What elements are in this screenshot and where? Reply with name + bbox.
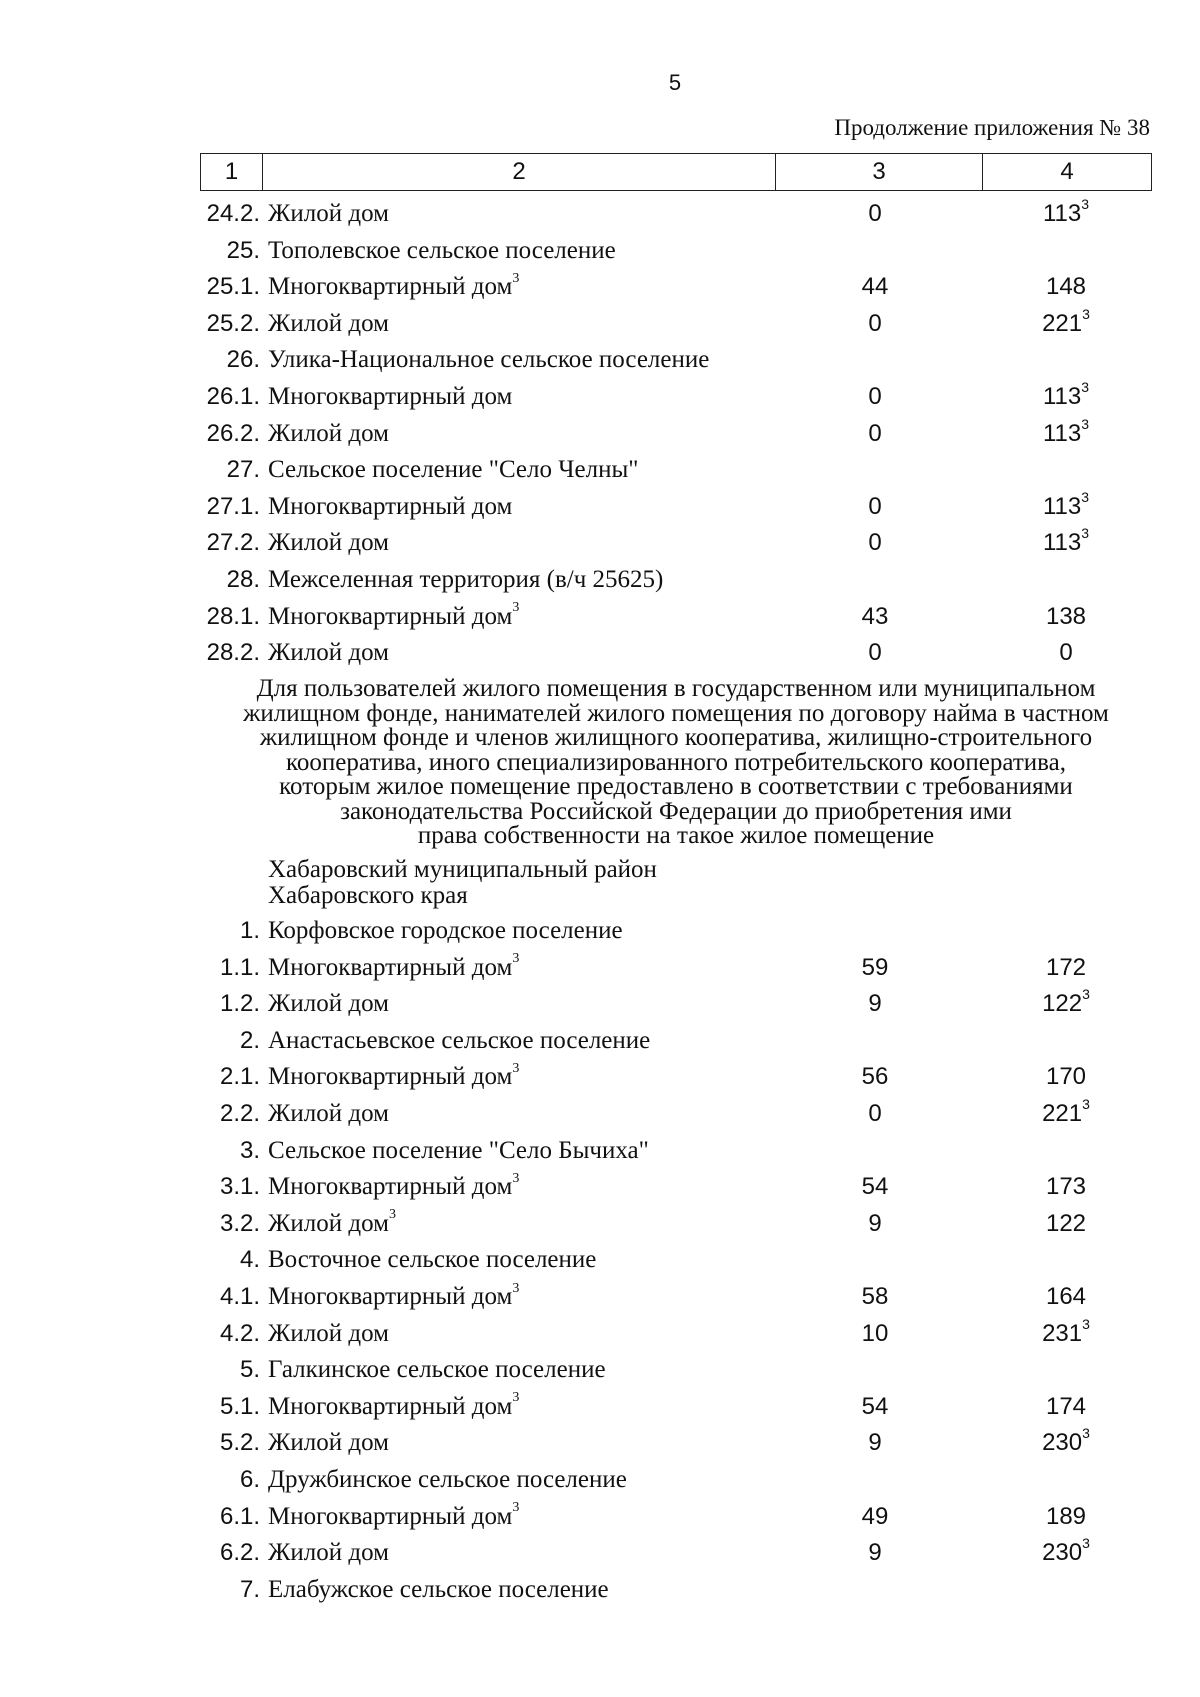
table-row [200, 525, 1152, 562]
table-row [200, 342, 1152, 379]
table-row [200, 1499, 1152, 1536]
row-name-text: Жилой дом [268, 990, 389, 1018]
footnote-mark: 3 [512, 1170, 520, 1186]
row-name-text: Восточное сельское поселение [268, 1246, 597, 1274]
row-name-text: Многоквартирный дом [268, 1173, 513, 1201]
table-row [200, 1425, 1152, 1462]
row-name-text: Галкинское сельское поселение [268, 1356, 606, 1384]
footnote-mark: 3 [1081, 525, 1090, 542]
row-value-col4 [980, 1169, 1152, 1205]
paragraph-line: жилищном фонде, нанимателей жилого помещения по договору найма в частном [243, 699, 1109, 727]
row-name-text: Межселенная территория (в/ч 25625) [268, 565, 664, 593]
row-value-col4-text: 221 [1042, 309, 1083, 337]
row-number: 3.2. [219, 1209, 260, 1237]
row-value-col3: 0 [868, 382, 882, 410]
row-number: 1.1. [219, 953, 260, 981]
row-value-col4 [980, 1316, 1152, 1352]
table-row [200, 1462, 1152, 1499]
footnote-mark: 3 [1082, 986, 1090, 1003]
row-value-col4 [980, 1279, 1152, 1315]
table-row [200, 950, 1152, 987]
table-header [200, 153, 1152, 191]
row-name-text: Сельское поселение "Село Челны" [268, 456, 639, 484]
table-row [200, 1316, 1152, 1353]
footnote-mark: 3 [512, 1390, 520, 1406]
row-name [268, 986, 389, 1022]
row-number: 1. [239, 917, 260, 944]
row-name [268, 1279, 519, 1315]
footnote-mark: 3 [1081, 196, 1090, 212]
footnote-mark: 3 [1082, 1535, 1090, 1552]
row-name-text: Жилой дом [268, 309, 389, 337]
row-name-text: Жилой дом [268, 1539, 389, 1567]
row-number: 5.1. [219, 1392, 260, 1420]
row-name-text: Многоквартирный дом [268, 1063, 513, 1091]
row-value-col4-text: 113 [1042, 492, 1082, 520]
row-name-text: Жилой дом [268, 419, 389, 447]
row-name [268, 269, 519, 305]
row-value-col4 [980, 599, 1152, 635]
row-value-col3: 0 [868, 529, 882, 557]
row-value-col4 [980, 986, 1152, 1022]
row-value-col3: 0 [868, 1099, 882, 1127]
row-value-col3: 0 [868, 419, 882, 447]
row-number: 4. [239, 1246, 260, 1274]
row-name-text: Улика-Национальное сельское поселение [268, 346, 710, 374]
row-value-col3: 58 [861, 1282, 889, 1310]
row-name [268, 913, 623, 949]
row-value-col4 [980, 950, 1152, 986]
row-number: 2.1. [219, 1063, 260, 1091]
row-number: 24.2. [206, 200, 260, 227]
row-name-text: Многоквартирный дом [268, 382, 513, 410]
row-value-col3: 56 [861, 1063, 889, 1091]
row-number: 25.1. [206, 273, 260, 301]
row-value-col4-text: 0 [1059, 639, 1073, 667]
header-col-4: 4 [1060, 158, 1074, 185]
row-value-col4 [980, 1206, 1152, 1242]
row-number: 27.2. [206, 529, 260, 557]
row-value-col4 [980, 489, 1152, 525]
table-row [200, 913, 1152, 950]
row-number: 28. [226, 565, 260, 593]
table-row [200, 306, 1152, 343]
table-row [200, 1059, 1152, 1096]
footnote-mark: 3 [512, 1061, 520, 1077]
row-name [268, 196, 389, 232]
row-name [268, 1316, 389, 1352]
row-number: 25.2. [206, 309, 260, 337]
row-value-col3: 0 [868, 200, 882, 227]
row-value-col3: 9 [868, 990, 882, 1018]
row-name [268, 379, 512, 415]
row-name-text: Анастасьевское сельское поселение [268, 1026, 651, 1054]
row-name-text: Сельское поселение "Село Бычиха" [268, 1136, 649, 1164]
footnote-mark: 3 [512, 1280, 520, 1296]
row-name-text: Многоквартирный дом [268, 1502, 513, 1530]
row-name [268, 599, 519, 635]
row-name [268, 1462, 627, 1498]
footnote-mark: 3 [512, 270, 520, 286]
row-name [268, 489, 512, 525]
row-number: 27.1. [206, 492, 260, 520]
row-number: 6. [239, 1465, 260, 1493]
row-name [268, 562, 663, 598]
row-value-col4-text: 221 [1042, 1099, 1083, 1127]
row-value-col4 [980, 635, 1152, 671]
table-row [200, 233, 1152, 270]
row-number: 4.2. [219, 1319, 260, 1347]
row-value-col4-text: 113 [1042, 200, 1082, 227]
table-row [200, 986, 1152, 1023]
row-value-col4-text: 230 [1042, 1429, 1083, 1457]
table-row [200, 1023, 1152, 1060]
header-col-1: 1 [201, 154, 263, 190]
table-row [200, 452, 1152, 489]
footnote-mark: 3 [1082, 1425, 1090, 1442]
table-body-upper [200, 196, 1152, 672]
row-number: 28.2. [206, 639, 260, 667]
row-name-text: Многоквартирный дом [268, 602, 513, 630]
row-name [268, 525, 389, 561]
row-value-col3: 0 [868, 309, 882, 337]
paragraph-line: права собственности на такое жилое помещение [417, 822, 935, 849]
row-value-col4-text: 148 [1045, 273, 1087, 301]
row-value-col4 [980, 416, 1152, 452]
header-col-2: 2 [263, 154, 776, 190]
row-name [268, 1499, 519, 1535]
row-name [268, 1352, 606, 1388]
row-value-col4 [980, 1499, 1152, 1535]
row-name-text: Елабужское сельское поселение [268, 1575, 609, 1603]
row-value-col4-text: 231 [1042, 1319, 1083, 1347]
row-name [268, 342, 709, 378]
row-value-col4-text: 122 [1045, 1209, 1087, 1237]
paragraph-line: жилищном фонде и членов жилищного кооператива, жилищно-строительного [259, 724, 1093, 751]
paragraph-line: которым жилое помещение предоставлено в соответствии с требованиями [279, 773, 1073, 800]
footnote-mark: 3 [1082, 1315, 1090, 1332]
footnote-mark: 3 [512, 600, 520, 616]
row-value-col3: 9 [868, 1429, 882, 1457]
row-value-col3: 44 [861, 273, 889, 301]
row-value-col3: 49 [861, 1502, 889, 1530]
row-value-col3: 0 [868, 639, 882, 667]
table-row [200, 1279, 1152, 1316]
row-value-col3: 43 [861, 602, 889, 630]
footnote-mark: 3 [1081, 488, 1090, 505]
row-value-col4-text: 113 [1042, 382, 1082, 410]
row-value-col4 [980, 379, 1152, 415]
row-name-text: Жилой дом [268, 529, 389, 557]
row-name [268, 950, 519, 986]
district-line: Хабаровского края [268, 882, 468, 909]
row-value-col4 [980, 196, 1152, 232]
table-row [200, 1206, 1152, 1243]
row-value-col3: 9 [868, 1209, 882, 1237]
row-value-col3: 59 [861, 953, 889, 981]
table-row [200, 269, 1152, 306]
row-number: 26.1. [206, 382, 260, 410]
row-name [268, 1535, 389, 1571]
table-body-lower [200, 913, 1152, 1608]
page-number: 5 [668, 70, 682, 95]
row-value-col3: 10 [861, 1319, 889, 1347]
table-row [200, 416, 1152, 453]
row-name-text: Тополевское сельское поселение [268, 236, 616, 264]
row-value-col4-text: 122 [1042, 990, 1083, 1018]
row-name [268, 1169, 519, 1205]
row-value-col4 [980, 1535, 1152, 1571]
table-row [200, 1352, 1152, 1389]
row-number: 3. [239, 1136, 260, 1164]
row-value-col4-text: 113 [1042, 529, 1082, 557]
row-number: 5.2. [219, 1429, 260, 1457]
row-name [268, 1425, 389, 1461]
row-value-col4 [980, 1425, 1152, 1461]
continuation-heading: Продолжение приложения № 38 [834, 115, 1150, 140]
row-name-text: Жилой дом [268, 1319, 389, 1347]
table-row [200, 196, 1152, 233]
row-name-text: Многоквартирный дом [268, 273, 513, 301]
row-number: 2.2. [219, 1099, 260, 1127]
table-row [200, 599, 1152, 636]
row-name [268, 1572, 609, 1608]
row-name [268, 1096, 389, 1132]
row-name-text: Многоквартирный дом [268, 1282, 513, 1310]
row-value-col4-text: 138 [1045, 602, 1087, 630]
row-value-col3: 54 [861, 1392, 889, 1420]
row-number: 5. [239, 1356, 260, 1384]
row-number: 1.2. [219, 990, 260, 1018]
row-number: 26.2. [206, 419, 260, 447]
row-name-text: Дружбинское сельское поселение [268, 1465, 627, 1493]
footnote-mark: 3 [1082, 305, 1090, 322]
row-value-col3: 54 [861, 1173, 889, 1201]
row-number: 4.1. [219, 1282, 260, 1310]
row-name [268, 416, 389, 452]
row-value-col4-text: 189 [1045, 1502, 1087, 1530]
row-value-col3: 0 [868, 492, 882, 520]
row-name-text: Жилой дом [268, 1099, 389, 1127]
row-value-col4-text: 170 [1045, 1063, 1087, 1091]
row-name-text: Корфовское городское поселение [268, 917, 623, 944]
footnote-mark: 3 [512, 951, 520, 967]
row-value-col4-text: 174 [1045, 1392, 1087, 1420]
row-name-text: Многоквартирный дом [268, 1392, 513, 1420]
row-name-text: Многоквартирный дом [268, 953, 513, 981]
table-row [200, 1096, 1152, 1133]
row-name-text: Жилой дом [268, 1429, 389, 1457]
table-row [200, 635, 1152, 672]
row-value-col4 [980, 269, 1152, 305]
paragraph-line: законодательства Российской Федерации до приобретения ими [340, 797, 1012, 825]
row-number: 2. [239, 1026, 260, 1054]
row-value-col4-text: 173 [1045, 1173, 1087, 1201]
row-value-col4 [980, 525, 1152, 561]
row-value-col4-text: 113 [1042, 419, 1082, 447]
table-row [200, 1389, 1152, 1426]
footnote-mark: 3 [1081, 378, 1090, 395]
row-name [268, 452, 638, 488]
row-name [268, 635, 389, 671]
row-value-col4 [980, 1096, 1152, 1132]
row-value-col4-text: 172 [1045, 953, 1087, 981]
row-number: 26. [226, 346, 260, 374]
footnote-mark: 3 [1082, 1095, 1090, 1112]
table-row [200, 1133, 1152, 1170]
row-value-col4 [980, 1059, 1152, 1095]
footnote-mark: 3 [1081, 415, 1090, 432]
row-number: 27. [226, 456, 260, 484]
row-name-text: Жилой дом [268, 1209, 389, 1237]
district-heading [268, 857, 657, 909]
row-name-text: Жилой дом [268, 200, 389, 227]
row-number: 6.1. [219, 1502, 260, 1530]
row-name [268, 1242, 596, 1278]
row-name [268, 1206, 396, 1242]
district-line: Хабаровский муниципальный район [268, 856, 657, 883]
row-number: 6.2. [219, 1539, 260, 1567]
footnote-mark: 3 [388, 1207, 396, 1223]
row-value-col3: 9 [868, 1539, 882, 1567]
row-value-col4-text: 230 [1042, 1539, 1083, 1567]
row-name [268, 306, 389, 342]
category-paragraph [200, 677, 1152, 849]
paragraph-line: Для пользователей жилого помещения в государственном или муниципальном [256, 675, 1096, 702]
row-number: 7. [239, 1575, 260, 1603]
row-number: 25. [226, 236, 260, 264]
table-row [200, 1535, 1152, 1572]
row-name-text: Многоквартирный дом [268, 492, 513, 520]
row-value-col4 [980, 306, 1152, 342]
table-row [200, 1242, 1152, 1279]
row-value-col4-text: 164 [1045, 1282, 1087, 1310]
table-row [200, 1169, 1152, 1206]
paragraph-line: кооператива, иного специализированного потребительского кооператива, [286, 748, 1066, 776]
row-value-col4 [980, 1389, 1152, 1425]
row-number: 3.1. [219, 1173, 260, 1201]
footnote-mark: 3 [512, 1500, 520, 1516]
header-col-3: 3 [776, 154, 983, 190]
table-row [200, 489, 1152, 526]
row-name [268, 1023, 650, 1059]
table-row [200, 1572, 1152, 1609]
table-row [200, 379, 1152, 416]
row-name [268, 233, 616, 269]
row-name [268, 1133, 649, 1169]
row-name [268, 1389, 519, 1425]
row-number: 28.1. [206, 602, 260, 630]
row-name [268, 1059, 519, 1095]
table-row [200, 562, 1152, 599]
row-name-text: Жилой дом [268, 639, 389, 667]
